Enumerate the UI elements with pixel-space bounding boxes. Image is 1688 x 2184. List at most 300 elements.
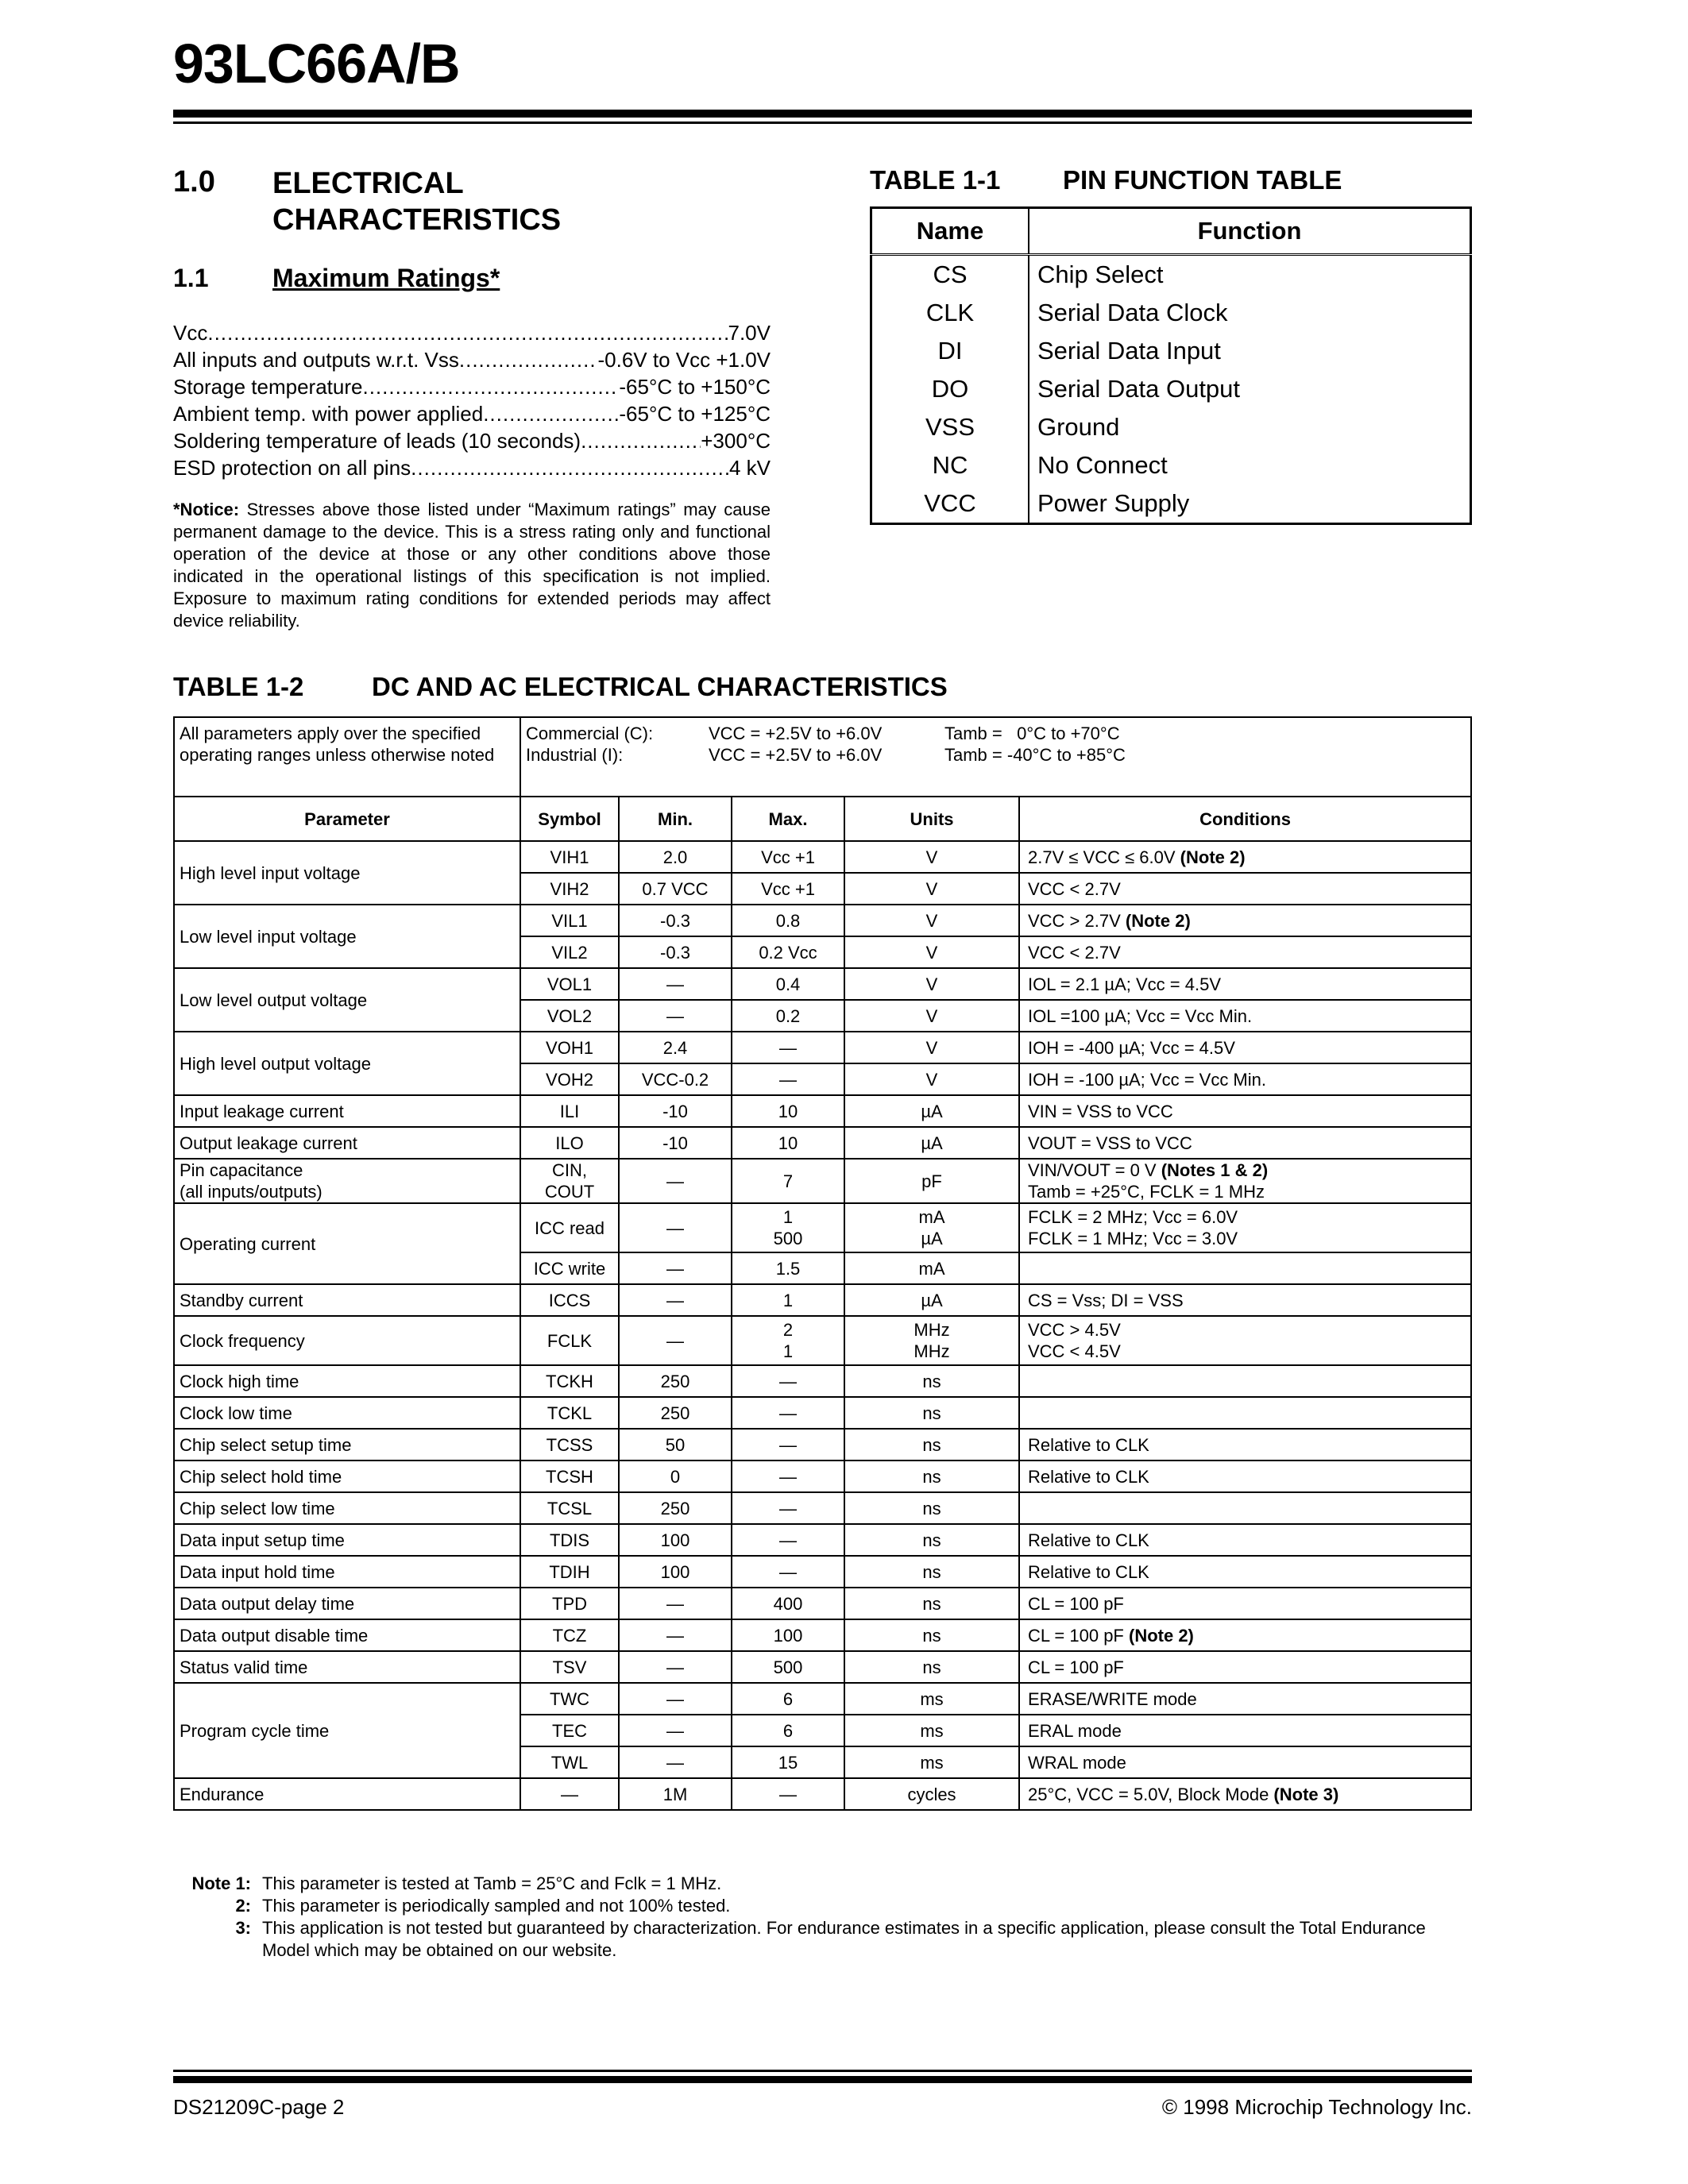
subsection-number: 1.1 (173, 264, 209, 292)
dc-units: V (844, 1063, 1019, 1095)
dc-conditions-text: IOL = 2.1 µA; Vcc = 4.5V (1028, 974, 1221, 994)
dc-min: — (619, 1284, 732, 1316)
dc-min: 100 (619, 1524, 732, 1556)
dc-symbol: VIH2 (520, 873, 619, 905)
dc-symbol: ILI (520, 1095, 619, 1127)
dc-param: Data output disable time (174, 1619, 520, 1651)
dc-conditions (1019, 968, 1471, 1000)
dc-max: 400 (732, 1588, 844, 1619)
dc-table-row (174, 1095, 1471, 1127)
dc-conditions-note: (Note 3) (1269, 1784, 1339, 1804)
note-label: Note 1: (191, 1873, 251, 1893)
note-item (173, 1917, 1476, 1962)
dc-max: 10 (732, 1095, 844, 1127)
dc-symbol: TWL (520, 1746, 619, 1778)
dc-table-row (174, 1492, 1471, 1524)
notes-block (173, 1873, 1476, 1962)
dc-min: -10 (619, 1095, 732, 1127)
dc-conditions-note: (Note 2) (1123, 1625, 1194, 1646)
dc-min: — (619, 1588, 732, 1619)
pin-table-row (871, 446, 1471, 484)
dc-conditions-text: Relative to CLK (1028, 1530, 1149, 1550)
dc-max: — (732, 1778, 844, 1810)
subsection-title: Maximum Ratings* (272, 264, 500, 292)
dc-param: Operating current (174, 1203, 520, 1284)
range-tamb: Tamb = -40°C to +85°C (944, 745, 1126, 765)
dc-symbol: TSV (520, 1651, 619, 1683)
dc-conditions (1019, 1492, 1471, 1524)
dc-param: Data input setup time (174, 1524, 520, 1556)
dc-symbol: TPD (520, 1588, 619, 1619)
footer-page-id: DS21209C-page 2 (173, 2095, 345, 2119)
dc-table-row (174, 1778, 1471, 1810)
dc-max: 0.8 (732, 905, 844, 936)
footer-rule-thick (173, 2076, 1472, 2083)
dc-conditions (1019, 1683, 1471, 1715)
dc-units: ns (844, 1365, 1019, 1397)
dc-units: MHz MHz (844, 1316, 1019, 1365)
dc-units: ns (844, 1588, 1019, 1619)
dc-conditions-text: VOUT = VSS to VCC (1028, 1133, 1192, 1153)
dc-conditions-text: VCC < 2.7V (1028, 878, 1121, 899)
dc-param: Chip select low time (174, 1492, 520, 1524)
dc-conditions (1019, 1365, 1471, 1397)
dc-conditions-text: 25°C, VCC = 5.0V, Block Mode (1028, 1784, 1269, 1804)
pin-table-caption-number: TABLE 1-1 (870, 165, 1001, 195)
dc-min: 0.7 VCC (619, 873, 732, 905)
notice-paragraph: *Notice: Stresses above those listed under “Maximum ratings” may cause permanent damage to the device. This is a stress rating only and functional operation of the device at those or any other conditions above those indicated in the operational listings of this specification is not implied. Exposure to maximum rating conditions for extended periods may affect device reliability. (173, 500, 771, 631)
dc-max: — (732, 1524, 844, 1556)
dc-units: ms (844, 1683, 1019, 1715)
dc-max: — (732, 1461, 844, 1492)
dc-param: Program cycle time (174, 1683, 520, 1778)
dc-symbol: VIL2 (520, 936, 619, 968)
dc-conditions-text: 2.7V ≤ VCC ≤ 6.0V (1028, 847, 1176, 867)
dc-max: 15 (732, 1746, 844, 1778)
dc-param: Status valid time (174, 1651, 520, 1683)
dc-table-row (174, 905, 1471, 936)
pin-function: Chip Select (1037, 260, 1164, 288)
rating-value: -65°C to +150°C (619, 375, 771, 399)
dc-conditions (1019, 1746, 1471, 1778)
dc-units: V (844, 1032, 1019, 1063)
dc-symbol: TCSL (520, 1492, 619, 1524)
range-grade: Industrial (I): (526, 745, 624, 765)
dc-table-row (174, 841, 1471, 873)
dc-conditions (1019, 841, 1471, 873)
dc-param: Endurance (174, 1778, 520, 1810)
dc-table-row (174, 1127, 1471, 1159)
rating-label: Soldering temperature of leads (10 seconds) (173, 429, 581, 453)
rating-label: All inputs and outputs w.r.t. Vss (173, 348, 459, 372)
dc-conditions (1019, 936, 1471, 968)
rating-value: +300°C (701, 429, 771, 453)
dc-table-row (174, 1284, 1471, 1316)
dc-max: — (732, 1063, 844, 1095)
rating-value: 7.0V (728, 321, 771, 345)
dc-min: -10 (619, 1127, 732, 1159)
dc-min: — (619, 968, 732, 1000)
dc-conditions (1019, 905, 1471, 936)
dc-conditions-text: IOH = -100 µA; Vcc = Vcc Min. (1028, 1069, 1266, 1090)
dc-min: 50 (619, 1429, 732, 1461)
dc-conditions-note: (Notes 1 & 2) (1156, 1160, 1269, 1180)
dc-symbol: VIH1 (520, 841, 619, 873)
range-vcc: VCC = +2.5V to +6.0V (709, 723, 883, 743)
dc-units: ns (844, 1429, 1019, 1461)
dc-min: 250 (619, 1365, 732, 1397)
dc-table-row (174, 1588, 1471, 1619)
dc-param: Chip select hold time (174, 1461, 520, 1492)
dc-param: Pin capacitance (all inputs/outputs) (174, 1159, 520, 1203)
dc-max: 0.2 Vcc (732, 936, 844, 968)
dc-conditions-text: FCLK = 2 MHz; Vcc = 6.0V FCLK = 1 MHz; Vcc = 3.0V (1028, 1207, 1238, 1248)
rating-label: Storage temperature (173, 375, 363, 399)
dc-param: Clock frequency (174, 1316, 520, 1365)
dc-conditions (1019, 1778, 1471, 1810)
dc-units: µA (844, 1095, 1019, 1127)
dc-conditions (1019, 1284, 1471, 1316)
dc-max: 0.4 (732, 968, 844, 1000)
dc-units: V (844, 841, 1019, 873)
dc-units: ms (844, 1746, 1019, 1778)
dc-conditions (1019, 1063, 1471, 1095)
note-item (173, 1873, 1476, 1895)
header-rule-thick (173, 110, 1472, 118)
dc-param: Clock high time (174, 1365, 520, 1397)
dc-table-row (174, 1365, 1471, 1397)
dc-table-row (174, 1461, 1471, 1492)
dc-max: 500 (732, 1651, 844, 1683)
dc-max: — (732, 1397, 844, 1429)
dc-table-ranges (520, 717, 1471, 797)
dc-min: 1M (619, 1778, 732, 1810)
dc-conditions-text: VIN/VOUT = 0 V (1028, 1160, 1157, 1180)
range-row (526, 744, 1466, 766)
rating-row (173, 400, 771, 427)
dc-param: Low level input voltage (174, 905, 520, 968)
range-grade: Commercial (C): (526, 723, 654, 743)
dc-units: V (844, 968, 1019, 1000)
dc-units: cycles (844, 1778, 1019, 1810)
dc-min: 250 (619, 1492, 732, 1524)
pin-function: Serial Data Output (1037, 375, 1241, 403)
dc-min: 2.4 (619, 1032, 732, 1063)
dc-conditions (1019, 1588, 1471, 1619)
dc-min: 100 (619, 1556, 732, 1588)
dc-max: 1 500 (732, 1203, 844, 1252)
dc-conditions (1019, 1397, 1471, 1429)
dc-max: 10 (732, 1127, 844, 1159)
dc-max: 2 1 (732, 1316, 844, 1365)
dc-param: High level input voltage (174, 841, 520, 905)
dc-min: — (619, 1000, 732, 1032)
pin-table-row (871, 408, 1471, 446)
dc-header-parameter: Parameter (174, 797, 520, 841)
dc-param: Clock low time (174, 1397, 520, 1429)
dc-max: — (732, 1429, 844, 1461)
range-tamb: Tamb = 0°C to +70°C (944, 723, 1120, 743)
pin-name: DI (871, 332, 1029, 370)
dc-symbol: VOL1 (520, 968, 619, 1000)
dc-conditions-note: (Note 2) (1120, 910, 1191, 931)
dc-conditions-text: IOH = -400 µA; Vcc = 4.5V (1028, 1037, 1235, 1058)
dc-max: 6 (732, 1715, 844, 1746)
rating-row (173, 346, 771, 373)
note-label: 3: (235, 1918, 251, 1938)
dc-max: Vcc +1 (732, 841, 844, 873)
dc-symbol: TCKH (520, 1365, 619, 1397)
dc-table-row (174, 1556, 1471, 1588)
dc-conditions-text: VIN = VSS to VCC (1028, 1101, 1173, 1121)
dc-conditions (1019, 1429, 1471, 1461)
range-vcc: VCC = +2.5V to +6.0V (709, 745, 883, 765)
note-item (173, 1895, 1476, 1917)
dc-symbol: TDIS (520, 1524, 619, 1556)
dc-min: 0 (619, 1461, 732, 1492)
dc-param: Chip select setup time (174, 1429, 520, 1461)
dc-table-row (174, 968, 1471, 1000)
rating-row (173, 454, 771, 481)
dc-min: — (619, 1159, 732, 1203)
dc-max: 100 (732, 1619, 844, 1651)
pin-table-row (871, 370, 1471, 408)
rating-leader (207, 319, 728, 346)
dc-symbol: TCKL (520, 1397, 619, 1429)
dc-conditions (1019, 1252, 1471, 1284)
dc-max: 7 (732, 1159, 844, 1203)
dc-table-row (174, 1524, 1471, 1556)
pin-table-row (871, 255, 1471, 295)
rating-leader (483, 400, 619, 427)
dc-max: — (732, 1556, 844, 1588)
pin-name: VSS (871, 408, 1029, 446)
dc-table-row (174, 1316, 1471, 1365)
dc-symbol: ILO (520, 1127, 619, 1159)
dc-conditions (1019, 1203, 1471, 1252)
dc-units: ns (844, 1461, 1019, 1492)
dc-conditions (1019, 873, 1471, 905)
dc-table-row (174, 1683, 1471, 1715)
dc-symbol: ICC read (520, 1203, 619, 1252)
dc-max: — (732, 1032, 844, 1063)
dc-min: 250 (619, 1397, 732, 1429)
dc-symbol: TWC (520, 1683, 619, 1715)
pin-table-header-function: Function (1029, 208, 1471, 255)
dc-header-units: Units (844, 797, 1019, 841)
pin-name: VCC (871, 484, 1029, 524)
dc-conditions-text: IOL =100 µA; Vcc = Vcc Min. (1028, 1005, 1253, 1026)
dc-conditions-text: VCC > 2.7V (1028, 910, 1121, 931)
dc-min: — (619, 1203, 732, 1252)
dc-param: Standby current (174, 1284, 520, 1316)
dc-conditions-text: ERAL mode (1028, 1720, 1122, 1741)
dc-units: µA (844, 1284, 1019, 1316)
dc-units: ns (844, 1651, 1019, 1683)
rating-value: -0.6V to Vcc +1.0V (597, 348, 771, 372)
dc-header-symbol: Symbol (520, 797, 619, 841)
dc-param: High level output voltage (174, 1032, 520, 1095)
pin-function: Serial Data Clock (1037, 299, 1228, 326)
dc-conditions-text: VCC < 2.7V (1028, 942, 1121, 963)
dc-table-intro: All parameters apply over the specified operating ranges unless otherwise noted (174, 717, 520, 797)
dc-max: Vcc +1 (732, 873, 844, 905)
dc-units: ms (844, 1715, 1019, 1746)
dc-max: 6 (732, 1683, 844, 1715)
dc-min: -0.3 (619, 936, 732, 968)
dc-symbol: TDIH (520, 1556, 619, 1588)
header-rule-thin (173, 122, 1472, 124)
dc-units: mA µA (844, 1203, 1019, 1252)
rating-leader (581, 427, 701, 454)
dc-max: — (732, 1365, 844, 1397)
dc-min: — (619, 1715, 732, 1746)
dc-conditions (1019, 1556, 1471, 1588)
dc-min: — (619, 1316, 732, 1365)
dc-header-conditions: Conditions (1019, 797, 1471, 841)
max-ratings-list (173, 319, 771, 481)
dc-units: mA (844, 1252, 1019, 1284)
dc-conditions (1019, 1524, 1471, 1556)
dc-conditions-text: Relative to CLK (1028, 1561, 1149, 1582)
dc-symbol: — (520, 1778, 619, 1810)
dc-symbol: TCSH (520, 1461, 619, 1492)
dc-conditions-text: CL = 100 pF (1028, 1625, 1124, 1646)
rating-label: Vcc (173, 321, 208, 345)
rating-label: ESD protection on all pins (173, 456, 411, 480)
note-label: 2: (235, 1896, 251, 1916)
dc-conditions-text: Relative to CLK (1028, 1466, 1149, 1487)
footer-rule-thin (173, 2070, 1472, 2072)
dc-conditions (1019, 1715, 1471, 1746)
dc-units: V (844, 936, 1019, 968)
dc-conditions-text: CS = Vss; DI = VSS (1028, 1290, 1184, 1310)
document-title: 93LC66A/B (173, 33, 460, 95)
dc-max: — (732, 1492, 844, 1524)
rating-leader (411, 454, 729, 481)
dc-units: µA (844, 1127, 1019, 1159)
dc-param: Data input hold time (174, 1556, 520, 1588)
dc-min: — (619, 1683, 732, 1715)
dc-symbol: ICC write (520, 1252, 619, 1284)
dc-table-row (174, 1619, 1471, 1651)
dc-units: ns (844, 1619, 1019, 1651)
dc-conditions (1019, 1032, 1471, 1063)
dc-header-max: Max. (732, 797, 844, 841)
pin-function: Serial Data Input (1037, 337, 1221, 365)
dc-min: — (619, 1651, 732, 1683)
rating-value: -65°C to +125°C (619, 402, 771, 426)
dc-max: 0.2 (732, 1000, 844, 1032)
pin-function: Ground (1037, 413, 1120, 441)
dc-units: ns (844, 1492, 1019, 1524)
dc-conditions-text: VCC > 4.5V VCC < 4.5V (1028, 1320, 1121, 1361)
dc-conditions-text-2: Tamb = +25°C, FCLK = 1 MHz (1028, 1182, 1265, 1202)
dc-table-row (174, 1397, 1471, 1429)
dc-min: VCC-0.2 (619, 1063, 732, 1095)
pin-table-row (871, 294, 1471, 332)
dc-param: Low level output voltage (174, 968, 520, 1032)
dc-conditions-text: ERASE/WRITE mode (1028, 1688, 1197, 1709)
dc-units: ns (844, 1397, 1019, 1429)
rating-label: Ambient temp. with power applied (173, 402, 484, 426)
section-title: ELECTRICAL CHARACTERISTICS (272, 167, 562, 237)
dc-conditions-text: WRAL mode (1028, 1752, 1126, 1773)
dc-conditions-text: CL = 100 pF (1028, 1657, 1124, 1677)
dc-units: pF (844, 1159, 1019, 1203)
footer-copyright: © 1998 Microchip Technology Inc. (1161, 2095, 1472, 2119)
rating-row (173, 319, 771, 346)
dc-conditions (1019, 1461, 1471, 1492)
dc-max: 1.5 (732, 1252, 844, 1284)
pin-table-row (871, 332, 1471, 370)
rating-row (173, 373, 771, 400)
rating-leader (459, 346, 598, 373)
dc-conditions (1019, 1127, 1471, 1159)
dc-units: V (844, 1000, 1019, 1032)
dc-max: 1 (732, 1284, 844, 1316)
dc-conditions (1019, 1095, 1471, 1127)
dc-table-caption-title: DC AND AC ELECTRICAL CHARACTERISTICS (372, 672, 948, 701)
pin-name: CS (871, 255, 1029, 295)
pin-table-header-name: Name (871, 208, 1029, 255)
pin-name: CLK (871, 294, 1029, 332)
dc-symbol: CIN, COUT (520, 1159, 619, 1203)
pin-function: No Connect (1037, 451, 1168, 479)
dc-symbol: VOH2 (520, 1063, 619, 1095)
pin-table-caption-title: PIN FUNCTION TABLE (1063, 165, 1342, 195)
dc-symbol: FCLK (520, 1316, 619, 1365)
dc-conditions-text: CL = 100 pF (1028, 1593, 1124, 1614)
dc-units: V (844, 873, 1019, 905)
dc-conditions (1019, 1000, 1471, 1032)
note-text: This parameter is tested at Tamb = 25°C and Fclk = 1 MHz. (262, 1873, 722, 1893)
range-row (526, 723, 1466, 744)
dc-table-row (174, 1203, 1471, 1252)
note-text: This application is not tested but guaranteed by characterization. For endurance estimates in a specific application, please consult the Total Endurance Model which may be obtained on our website. (262, 1918, 1426, 1960)
dc-param: Input leakage current (174, 1095, 520, 1127)
rating-value: 4 kV (728, 456, 771, 480)
dc-min: 2.0 (619, 841, 732, 873)
dc-symbol: VOL2 (520, 1000, 619, 1032)
dc-conditions-text: Relative to CLK (1028, 1434, 1149, 1455)
dc-param: Data output delay time (174, 1588, 520, 1619)
dc-conditions (1019, 1651, 1471, 1683)
dc-symbol: TEC (520, 1715, 619, 1746)
section-number: 1.0 (173, 165, 215, 199)
pin-table-row (871, 484, 1471, 524)
dc-table-caption-number: TABLE 1-2 (173, 672, 304, 701)
dc-table-row (174, 1651, 1471, 1683)
dc-symbol: VOH1 (520, 1032, 619, 1063)
dc-min: — (619, 1746, 732, 1778)
dc-symbol: TCSS (520, 1429, 619, 1461)
dc-ac-characteristics-table (173, 716, 1472, 1811)
dc-header-min: Min. (619, 797, 732, 841)
dc-min: — (619, 1252, 732, 1284)
pin-function: Power Supply (1037, 489, 1190, 517)
rating-leader (362, 373, 619, 400)
dc-param: Output leakage current (174, 1127, 520, 1159)
dc-units: ns (844, 1556, 1019, 1588)
dc-table-row (174, 1429, 1471, 1461)
dc-conditions (1019, 1619, 1471, 1651)
dc-min: — (619, 1619, 732, 1651)
dc-conditions (1019, 1159, 1471, 1203)
dc-min: -0.3 (619, 905, 732, 936)
pin-function-table (870, 206, 1472, 525)
rating-row (173, 427, 771, 454)
